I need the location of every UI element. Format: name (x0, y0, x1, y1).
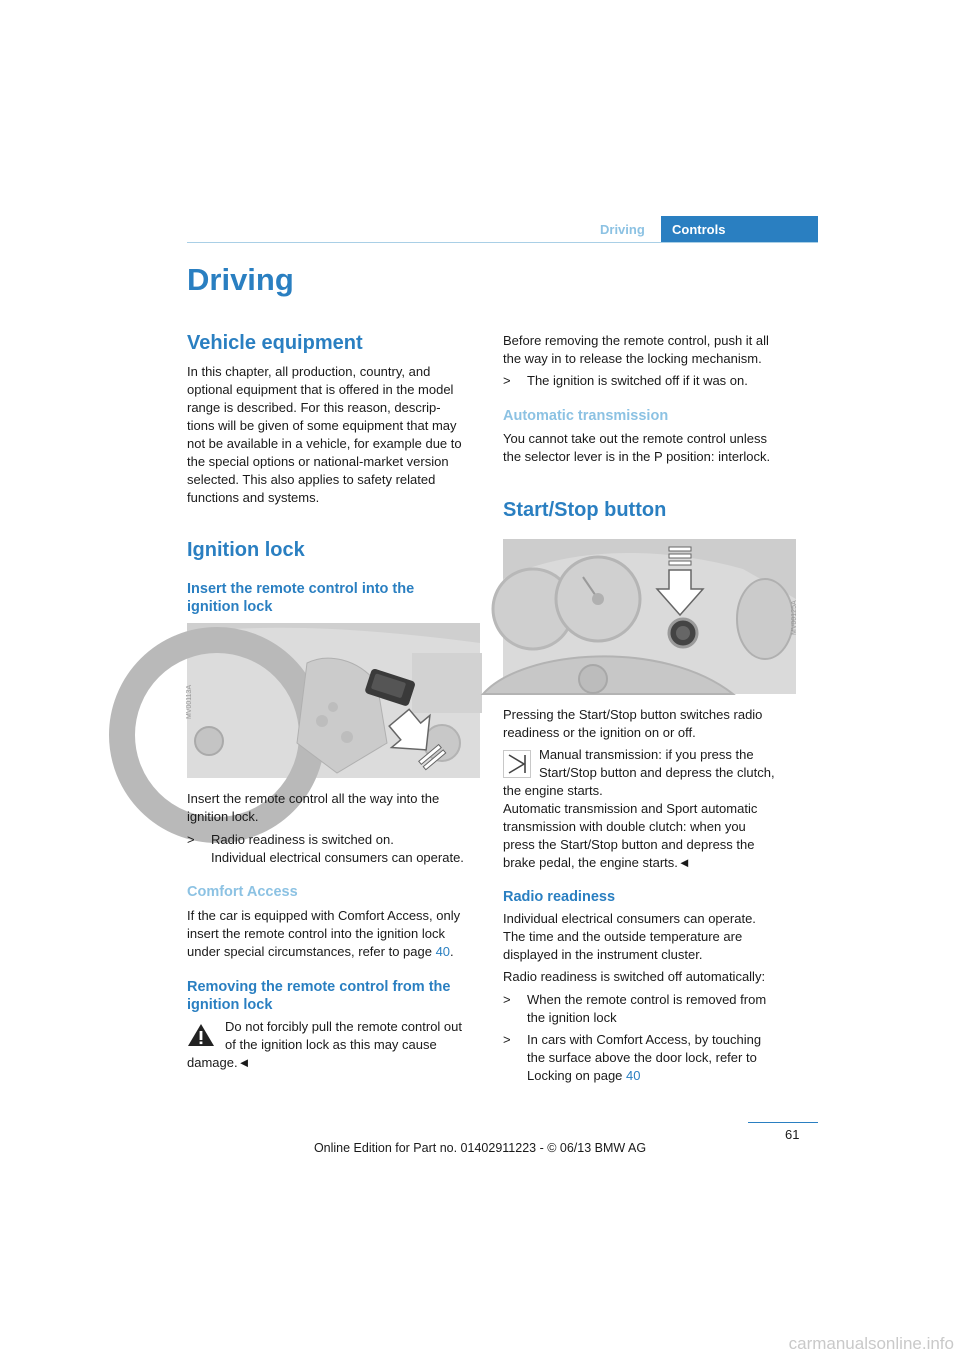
text-line: ignition lock. (187, 809, 259, 824)
heading-line: Insert the remote control into the (187, 581, 415, 597)
text-fragment: under special circumstances, refer to page (187, 944, 436, 959)
page-number: 61 (785, 1127, 800, 1142)
start-stop-illustration (503, 539, 796, 694)
bullet-text: When the remote control is removed from (527, 992, 767, 1007)
heading-remove-remote (187, 978, 450, 1014)
list-item (503, 991, 803, 1027)
radio-off-intro: Radio readiness is switched off automatically: (503, 969, 766, 984)
text-line: Insert the remote control all the way into the (187, 791, 440, 806)
text-line: the special options or national-market version (187, 454, 449, 469)
heading-insert-remote (187, 580, 414, 616)
text-line: insert the remote control into the ignition lock (187, 926, 445, 941)
pressing-start-stop-text (503, 706, 762, 742)
bullet-marker: > (503, 992, 511, 1007)
text-line: tions will be given of some equipment that may (187, 418, 457, 433)
warning-text (187, 1018, 487, 1072)
text-line: Do not forcibly pull the remote control out (225, 1019, 463, 1034)
text-line: functions and systems. (187, 490, 320, 505)
list-item (503, 1031, 803, 1085)
insert-instruction-text (187, 790, 439, 826)
list-item (187, 831, 482, 867)
text-line: Individual electrical consumers can operate. (503, 911, 756, 926)
text-line: of the ignition lock as this may cause (225, 1037, 437, 1052)
start-stop-figure (503, 539, 796, 694)
figure-code: MV00125A (791, 600, 798, 635)
text-line: damage.◄ (187, 1055, 251, 1070)
text-line (187, 943, 460, 961)
before-removing-text (503, 332, 769, 368)
bullet-text: the ignition lock (527, 1010, 617, 1025)
heading-line: ignition lock (187, 599, 273, 615)
page-title: Driving (187, 262, 294, 297)
text-line: Manual transmission: if you press the (539, 747, 754, 762)
heading-ignition-lock: Ignition lock (187, 539, 305, 561)
header-chapter-tab: Controls (661, 216, 818, 242)
bullet-text: Radio readiness is switched on. (211, 832, 394, 847)
bullet-marker: > (503, 373, 511, 388)
watermark: carmanualsonline.info (788, 1334, 954, 1353)
page-reference-link[interactable]: 40 (435, 944, 451, 959)
text-line: readiness or the ignition on or off. (503, 725, 696, 740)
text-line: press the Start/Stop button and depress the (503, 837, 755, 852)
bullet-text: the surface above the door lock, refer to (527, 1050, 757, 1065)
heading-line: ignition lock (187, 997, 273, 1013)
text-line: Before removing the remote control, push it all (503, 333, 769, 348)
bullet-text: In cars with Comfort Access, by touching (527, 1032, 762, 1047)
heading-vehicle-equipment: Vehicle equipment (187, 332, 363, 354)
text-line: selected. This also applies to safety related (187, 472, 436, 487)
text-line: not be available in a vehicle, for example due to (187, 436, 462, 451)
text-line: Automatic transmission and Sport automatic (503, 801, 758, 816)
ignition-lock-figure (187, 623, 480, 778)
transmission-note-text (503, 746, 803, 872)
text-line: You cannot take out the remote control unless (503, 431, 768, 446)
footer-rule (748, 1122, 818, 1123)
automatic-transmission-text (503, 430, 770, 466)
radio-readiness-text (503, 910, 756, 964)
heading-line: Removing the remote control from the (187, 979, 451, 995)
heading-radio-readiness: Radio readiness (503, 889, 616, 905)
text-line: brake pedal, the engine starts.◄ (503, 855, 691, 870)
bullet-text: Locking on page (527, 1068, 627, 1083)
text-line: The time and the outside temperature are (503, 929, 743, 944)
text-line: In this chapter, all production, country, and (187, 364, 431, 379)
edition-notice: Online Edition for Part no. 01402911223 - © 06/13 BMW AG (313, 1141, 647, 1155)
bullet-marker: > (187, 832, 195, 847)
heading-start-stop-button: Start/Stop button (503, 499, 667, 521)
heading-comfort-access: Comfort Access (187, 884, 298, 900)
header-section-label: Driving (600, 222, 645, 237)
text-line: range is described. For this reason, descrip- (187, 400, 441, 415)
text-line: the engine starts. (503, 783, 603, 798)
heading-automatic-transmission: Automatic transmission (503, 408, 669, 424)
vehicle-equipment-text (187, 363, 462, 507)
bullet-marker: > (503, 1032, 511, 1047)
page-reference-link[interactable]: 40 (626, 1068, 641, 1083)
header-rule (187, 242, 818, 243)
bullet-text: Individual electrical consumers can operate. (211, 850, 464, 865)
text-line: the selector lever is in the P position: interlock. (503, 449, 771, 464)
text-line: Pressing the Start/Stop button switches radio (503, 707, 763, 722)
bullet-text: The ignition is switched off if it was on. (527, 373, 748, 388)
comfort-access-text (187, 907, 460, 961)
text-line: transmission with double clutch: when you (503, 819, 746, 834)
ignition-lock-illustration (187, 623, 480, 778)
list-item (503, 372, 803, 390)
figure-code: MV00113A (186, 684, 193, 719)
text-line: optional equipment that is offered in the model (187, 382, 454, 397)
text-line: Start/Stop button and depress the clutch, (539, 765, 775, 780)
text-line: the way in to release the locking mechanism. (503, 351, 762, 366)
text-line: displayed in the instrument cluster. (503, 947, 703, 962)
text-line: If the car is equipped with Comfort Access, only (187, 908, 461, 923)
text-fragment: . (450, 944, 454, 959)
